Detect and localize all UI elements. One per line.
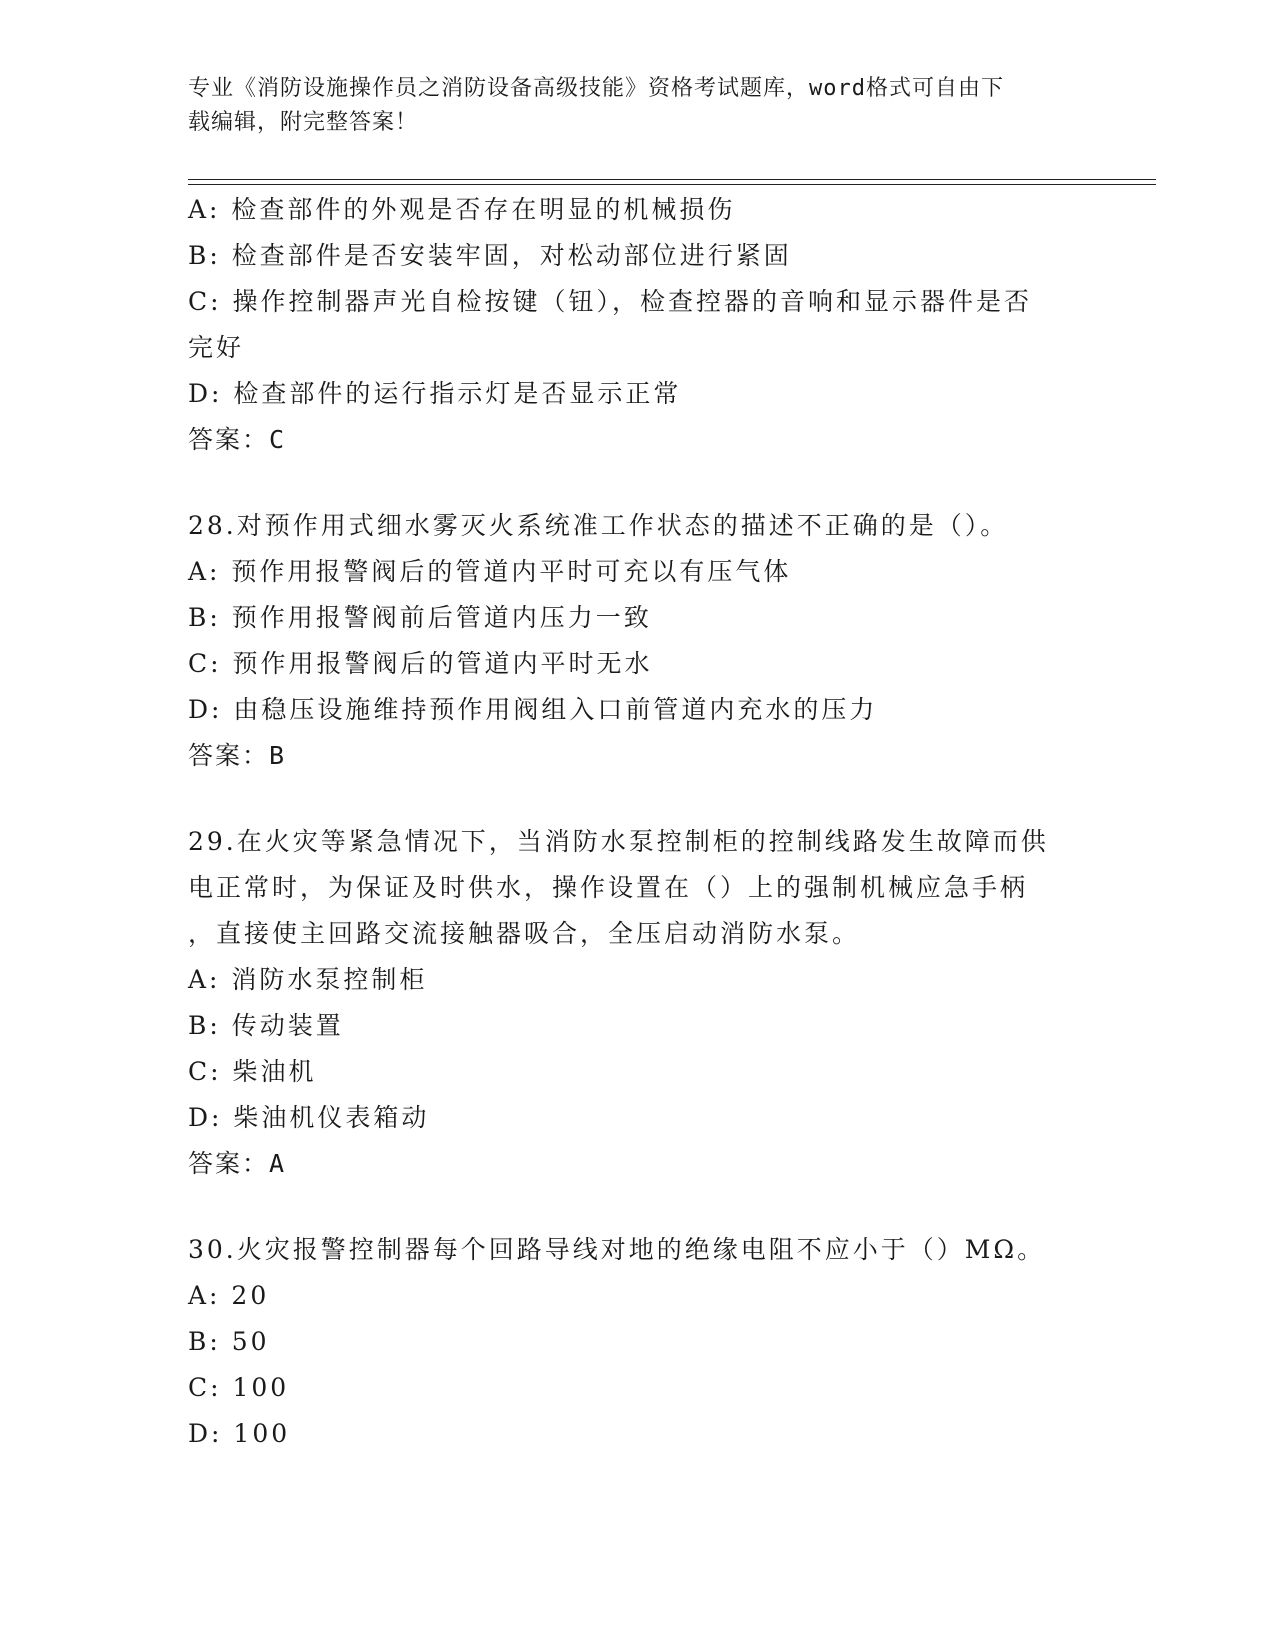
option-a: A: 预作用报警阀后的管道内平时可充以有压气体 (188, 557, 792, 586)
question-text-line-2: 电正常时，为保证及时供水，操作设置在（）上的强制机械应急手柄 (188, 873, 1029, 902)
answer: 答案：B (188, 741, 287, 770)
option-d: D: 100 (188, 1419, 291, 1448)
option-b: B: 50 (188, 1327, 270, 1356)
option-b: B: 检查部件是否安装牢固，对松动部位进行紧固 (188, 241, 792, 270)
option-d: D: 检查部件的运行指示灯是否显示正常 (188, 379, 682, 408)
question-27 (188, 187, 1088, 463)
question-text: 30.火灾报警控制器每个回路导线对地的绝缘电阻不应小于（）MΩ。 (188, 1235, 1046, 1264)
option-c: C: 操作控制器声光自检按键（钮），检查控器的音响和显示器件是否 (188, 287, 1033, 316)
option-a: A: 消防水泵控制柜 (188, 965, 428, 994)
question-text-line-1: 29.在火灾等紧急情况下，当消防水泵控制柜的控制线路发生故障而供 (188, 827, 1049, 856)
option-b: B: 传动装置 (188, 1011, 344, 1040)
header-divider-bottom (188, 184, 1156, 185)
question-list (188, 187, 1088, 1457)
option-c: C: 柴油机 (188, 1057, 317, 1086)
option-d: D: 由稳压设施维持预作用阀组入口前管道内充水的压力 (188, 695, 878, 724)
question-29 (188, 819, 1088, 1187)
option-c: C: 100 (188, 1373, 290, 1402)
document-header (188, 72, 1088, 140)
question-28 (188, 503, 1088, 779)
option-b: B: 预作用报警阀前后管道内压力一致 (188, 603, 652, 632)
question-text: 28.对预作用式细水雾灭火系统准工作状态的描述不正确的是（）。 (188, 511, 1009, 540)
answer: 答案：C (188, 425, 287, 454)
header-divider-top (188, 179, 1156, 180)
header-line-2: 载编辑，附完整答案！ (188, 110, 419, 135)
answer: 答案：A (188, 1149, 287, 1178)
option-a: A: 20 (188, 1281, 270, 1310)
question-text-line-3: ，直接使主回路交流接触器吸合，全压启动消防水泵。 (188, 919, 861, 948)
header-line-1: 专业《消防设施操作员之消防设备高级技能》资格考试题库，word格式可自由下 (188, 76, 1004, 101)
option-d: D: 柴油机仪表箱动 (188, 1103, 430, 1132)
option-a: A: 检查部件的外观是否存在明显的机械损伤 (188, 195, 736, 224)
option-c-continued: 完好 (188, 333, 245, 362)
question-30 (188, 1227, 1088, 1457)
option-c: C: 预作用报警阀后的管道内平时无水 (188, 649, 653, 678)
